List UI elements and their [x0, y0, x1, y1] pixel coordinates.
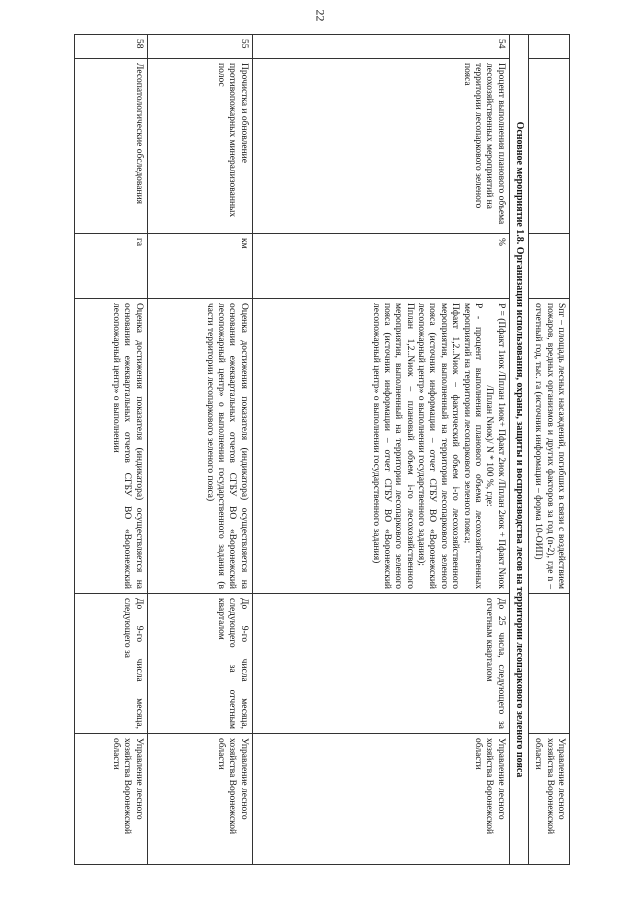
table-row: [252, 35, 509, 865]
responsible: Управление лесного хозяйства Воронежской области: [252, 734, 509, 865]
name-cell: [528, 59, 569, 234]
indicator-name: Лесопатологические обследования: [74, 59, 147, 234]
table-row-continued: [528, 35, 569, 865]
table-row: [74, 35, 147, 865]
row-number: 54: [252, 35, 509, 59]
unit: га: [74, 234, 147, 299]
page-number: 22: [313, 9, 328, 22]
calculation-method: Оценка достижения показателя (индикатора) осуществляется на основании ежеквартальных отчетов СГБУ ВО «Воронежский лесопожарный центр» о выполнении: [74, 299, 147, 594]
section-header-row: [509, 35, 528, 865]
responsible-cell: [528, 734, 569, 865]
table-row: [147, 35, 252, 865]
rotated-page-content: [70, 34, 570, 864]
responsible: Управление лесного хозяйства Воронежской области: [74, 734, 147, 865]
formula-p-definition: Р - процент выполнения планового объема лесохозяйственных мероприятий на территории лесопаркового зеленого пояса;: [461, 303, 484, 589]
indicator-name: Прочистка и обновление противопожарных минерализованных полос: [147, 59, 252, 234]
deadline-cell: [528, 594, 569, 734]
calculation-method: [252, 299, 509, 594]
section-title: Основное мероприятие 1.8. Организация использования, охраны, защиты и воспроизводства лесов на территории лесопаркового зеленого пояса: [509, 35, 528, 865]
formula-plan-definition: Пплан 1,2..Nиок – плановый объем i-го лесохозяйственного мероприятия, выполненный на территории лесопаркового зеленого пояса (источник информации – отчет СГБУ ВО «Воронежский лесопожарный центр» о выполнении государственного задания): [370, 303, 415, 589]
unit: км: [147, 234, 252, 299]
formula: P = (Пфакт 1иок /Пплан 1иок+ Пфакт 2иок /Пплан 2иок + Пфакт Nиок /Пплан Nиок)/ N * 100 %, где:: [484, 303, 506, 589]
responsible-text: Управление лесного хозяйства Воронежской области: [533, 738, 566, 835]
calculation-method: Оценка достижения показателя (индикатора) осуществляется на основании ежеквартальных отчетов СГБУ ВО «Воронежский лесопожарный центр» о выполнении государственного задания (в части территории лесопаркового зеленого пояса): [147, 299, 252, 594]
method-cell: [528, 299, 569, 594]
responsible: Управление лесного хозяйства Воронежской области: [147, 734, 252, 865]
number-cell: [528, 35, 569, 59]
row-number: 55: [147, 35, 252, 59]
row-number: 58: [74, 35, 147, 59]
indicator-name: Процент выполнения планового объема лесохозяйственных мероприятий на территории лесопаркового зеленого пояса: [252, 59, 509, 234]
deadline: До 9-го числа месяца, следующего за: [74, 594, 147, 734]
method-text: Sпг – площадь лесных насаждений, погибших в связи с воздействием пожаров, вредных организмов и других факторов за год (n-2), где n – отчетный год, тыс. га (источник информации – форма 10-ОИП): [533, 303, 566, 589]
formula-fact-definition: Пфакт 1,2..Nиок – фактический объем i-го лесохозяйственного мероприятия, выполненный на территории лесопаркового зеленого пояса (источник информации – отчет СГБУ ВО «Воронежский лесопожарный центр» о выполнении государственного задания);: [416, 303, 461, 589]
unit: %: [252, 234, 509, 299]
unit-cell: [528, 234, 569, 299]
deadline: До 9-го числа месяца, следующего за отчетным кварталом: [147, 594, 252, 734]
deadline: До 25 числа, следующего за отчетным кварталом: [252, 594, 509, 734]
indicators-table: [74, 34, 570, 865]
